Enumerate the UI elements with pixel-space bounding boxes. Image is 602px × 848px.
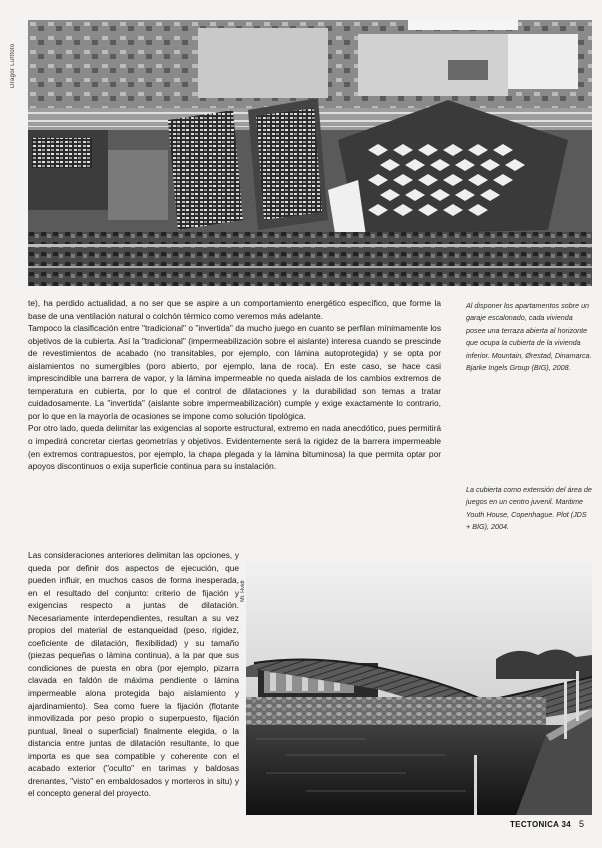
paragraph: Las consideraciones anteriores delimitan las opciones, y queda por definir dos aspectos de ejecución, que pueden influir, en muchos casos de forma inesperada, en el resultado del conjunto: criterio de fijación y exigencias respecto a juntas de dilatación. Necesariamente interdependientes, resultan a su vez propios del material de estanqueidad (peso, rigidez, coeficiente de dilatación, flexibilidad) y su tamaño (piezas pequeñas o lámina continua), a la par que sus condiciones de puesta en obra (por ejemplo, pizarra clavada en faldón de máxima pendiente o lámina impermeable alona protegida bajo aislamiento y ajardinamiento). Sea como fuere la fijación (flotante inmovilizada por peso propio o superpuesto, fijación puntual, lineal o superficial) finalmente elegida, o la distancia entre juntas de dilatación resultante, lo que importa es que sea compatible y coherente con el acabado exterior ("oculto" en tarimas y baldosas drenantes, "visto" en embaldosados y morteros in situ) y el concepto general del proyecto. xyxy=(28,550,239,799)
paragraph: te), ha perdido actualidad, a no ser que se aspire a un comportamiento energético específico, que forme la base de una ventilación natural o colchón térmico como veremos más adelante. xyxy=(28,298,441,321)
caption-mountain: Al disponer los apartamentos sobre un garaje escalonado, cada vivienda posee una terraza abierta al horizonte que ocupa la cubierta de la vivienda inferior. Mountain, Ørestad, Dinamarca. Bjarke Ingels Group (BIG), 2008. xyxy=(466,301,592,373)
photo-credit-top: Dragor Luftfoto xyxy=(10,43,16,88)
body-text-top xyxy=(28,297,441,473)
aerial-photo-mountain-dwellings xyxy=(28,20,592,286)
magazine-name: TECTONICA 34 xyxy=(510,820,571,829)
paragraph: Por otro lado, queda delimitar las exigencias al soporte estructural, extremo en nada anecdótico, pues permitirá o impedirá concretar ciertas geometrías y objetivos. Evidentemente será la rigidez de la barrera impermeable (en extremos contrapuestos, por ejemplo, la chapa plegada y la lámina bituminosa) la que permita optar por apoyos discontinuos o exija superficie continua para su instalación. xyxy=(28,423,441,472)
caption-maritime-youth-house: La cubierta como extensión del área de juegos en un centro juvenil. Maritime Youth House, Copenhague. Plot (JDS + BIG), 2004. xyxy=(466,485,592,532)
page-number: 5 xyxy=(579,819,585,829)
body-text-left-column xyxy=(28,549,239,800)
paragraph: Tampoco la clasificación entre "tradicional" o "invertida" da mucho juego en cuanto se perfilan mínimamente los objetivos de la cubierta. Así la "tradicional" (impermeabilización sobre el aislante) interesa cuando se prescinde de revestimientos de acabado (no transitables, por ejemplo, con lámina autoprotegida) y se opta por aislamientos no sumergibles (poro abierto, por ejemplo, lana de roca). En este caso, se hace casi imprescindible una barrera de vapor, y la lámina impermeable no queda aislada de los cambios extremos de temperatura en cubierta, por lo que el control de dilataciones y la durabilidad son temas a tratar cuidadosamente. La "invertida" (aislante sobre impermeabilización) cumple y exige exactamente lo contrario, por lo que en la mayoría de ocasiones se impone como solución tipológica. xyxy=(28,323,441,421)
photo-maritime-youth-house xyxy=(246,559,592,815)
photo-credit-bottom: Mt. Hvidt xyxy=(240,580,246,602)
